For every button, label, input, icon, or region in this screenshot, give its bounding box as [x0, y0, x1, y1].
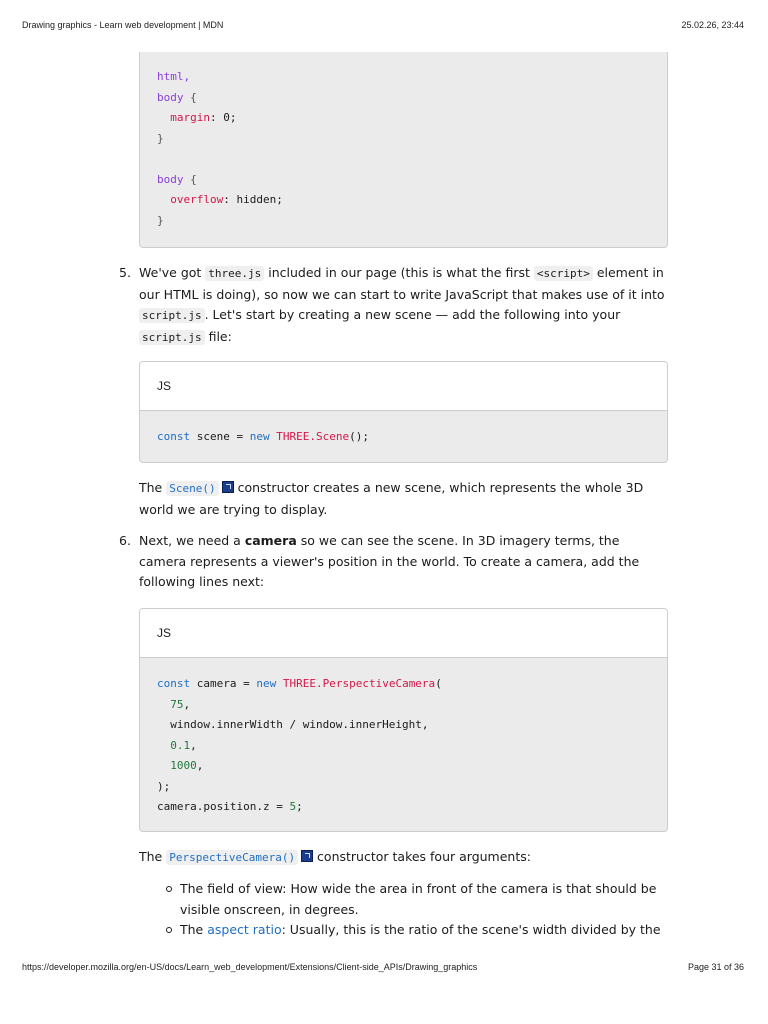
code-language-label: JS [140, 609, 667, 658]
text: . Let's start by creating a new scene — add the following into your [204, 307, 621, 322]
bullet-item-aspect [180, 920, 670, 941]
code-block-css [139, 52, 668, 248]
bullet-item-fov: The field of view: How wide the area in front of the camera is that should be visible onscreen, in degrees. [180, 881, 657, 917]
step6-paragraph [139, 531, 664, 593]
code-line: margin: 0; [170, 111, 237, 124]
text: The [139, 849, 167, 864]
camera-note [139, 847, 679, 869]
scene-note [139, 478, 669, 520]
code-block-scene [139, 361, 668, 463]
text: The [180, 922, 208, 937]
print-header [22, 20, 744, 30]
text: constructor takes four arguments: [313, 849, 531, 864]
text: The [139, 480, 167, 495]
print-datetime: 25.02.26, 23:44 [681, 20, 744, 30]
inline-code: three.js [205, 266, 264, 281]
code-scene: const scene = new THREE.Scene(); [157, 430, 369, 443]
step-number: 6. [119, 533, 131, 548]
text: file: [204, 328, 232, 344]
scene-link[interactable]: Scene() [166, 481, 218, 496]
aspect-ratio-link[interactable]: aspect ratio [207, 922, 282, 937]
bullet-marker [166, 920, 176, 940]
print-url: https://developer.mozilla.org/en-US/docs/Learn_web_development/Extensions/Client-side_APIs/Drawing_graphics [22, 962, 478, 972]
step-number: 5. [119, 265, 131, 280]
code-token: } [157, 213, 164, 227]
text: constructor creates a new scene, which represents the whole 3D world we are trying to display. [139, 480, 644, 517]
text: element in our HTML is doing), so now we can start to write JavaScript that makes use of it into [139, 265, 665, 302]
bullet-marker [166, 879, 176, 899]
inline-code: <script> [534, 266, 593, 281]
external-link-icon [222, 481, 234, 493]
code-token: html, [157, 70, 191, 83]
text: included in our page (this is what the first [264, 265, 534, 280]
code-css [140, 52, 667, 231]
text: so we can see the scene. In 3D imagery terms, the camera represents a viewer's position in the world. To create a camera, add the following lines next: [139, 533, 640, 589]
print-page-number: Page 31 of 36 [687, 962, 744, 972]
print-title: Drawing graphics - Learn web development | MDN [22, 20, 224, 30]
bold-term: camera [244, 533, 297, 548]
perspective-camera-link[interactable]: PerspectiveCamera() [166, 850, 298, 865]
code-line: body { [157, 90, 197, 104]
code-block-camera [139, 608, 668, 832]
code-line: overflow: hidden; [170, 193, 283, 206]
external-link-icon [301, 850, 313, 862]
code-token: } [157, 131, 164, 145]
step5-paragraph [139, 263, 669, 348]
code-line: body { [157, 172, 197, 186]
code-camera: const camera = new THREE.PerspectiveCamera( 75, window.innerWidth / window.innerHeight, 0.1, 1000, ); camera.position.z = 5; [157, 677, 442, 813]
print-footer [22, 962, 744, 972]
inline-code: script.js [139, 330, 205, 345]
inline-code: script.js [139, 308, 205, 323]
text: : Usually, this is the ratio of the scene's width divided by the [281, 922, 661, 937]
text: Next, we need a [139, 533, 245, 548]
text: We've got [139, 265, 206, 280]
code-language-label: JS [140, 362, 667, 411]
